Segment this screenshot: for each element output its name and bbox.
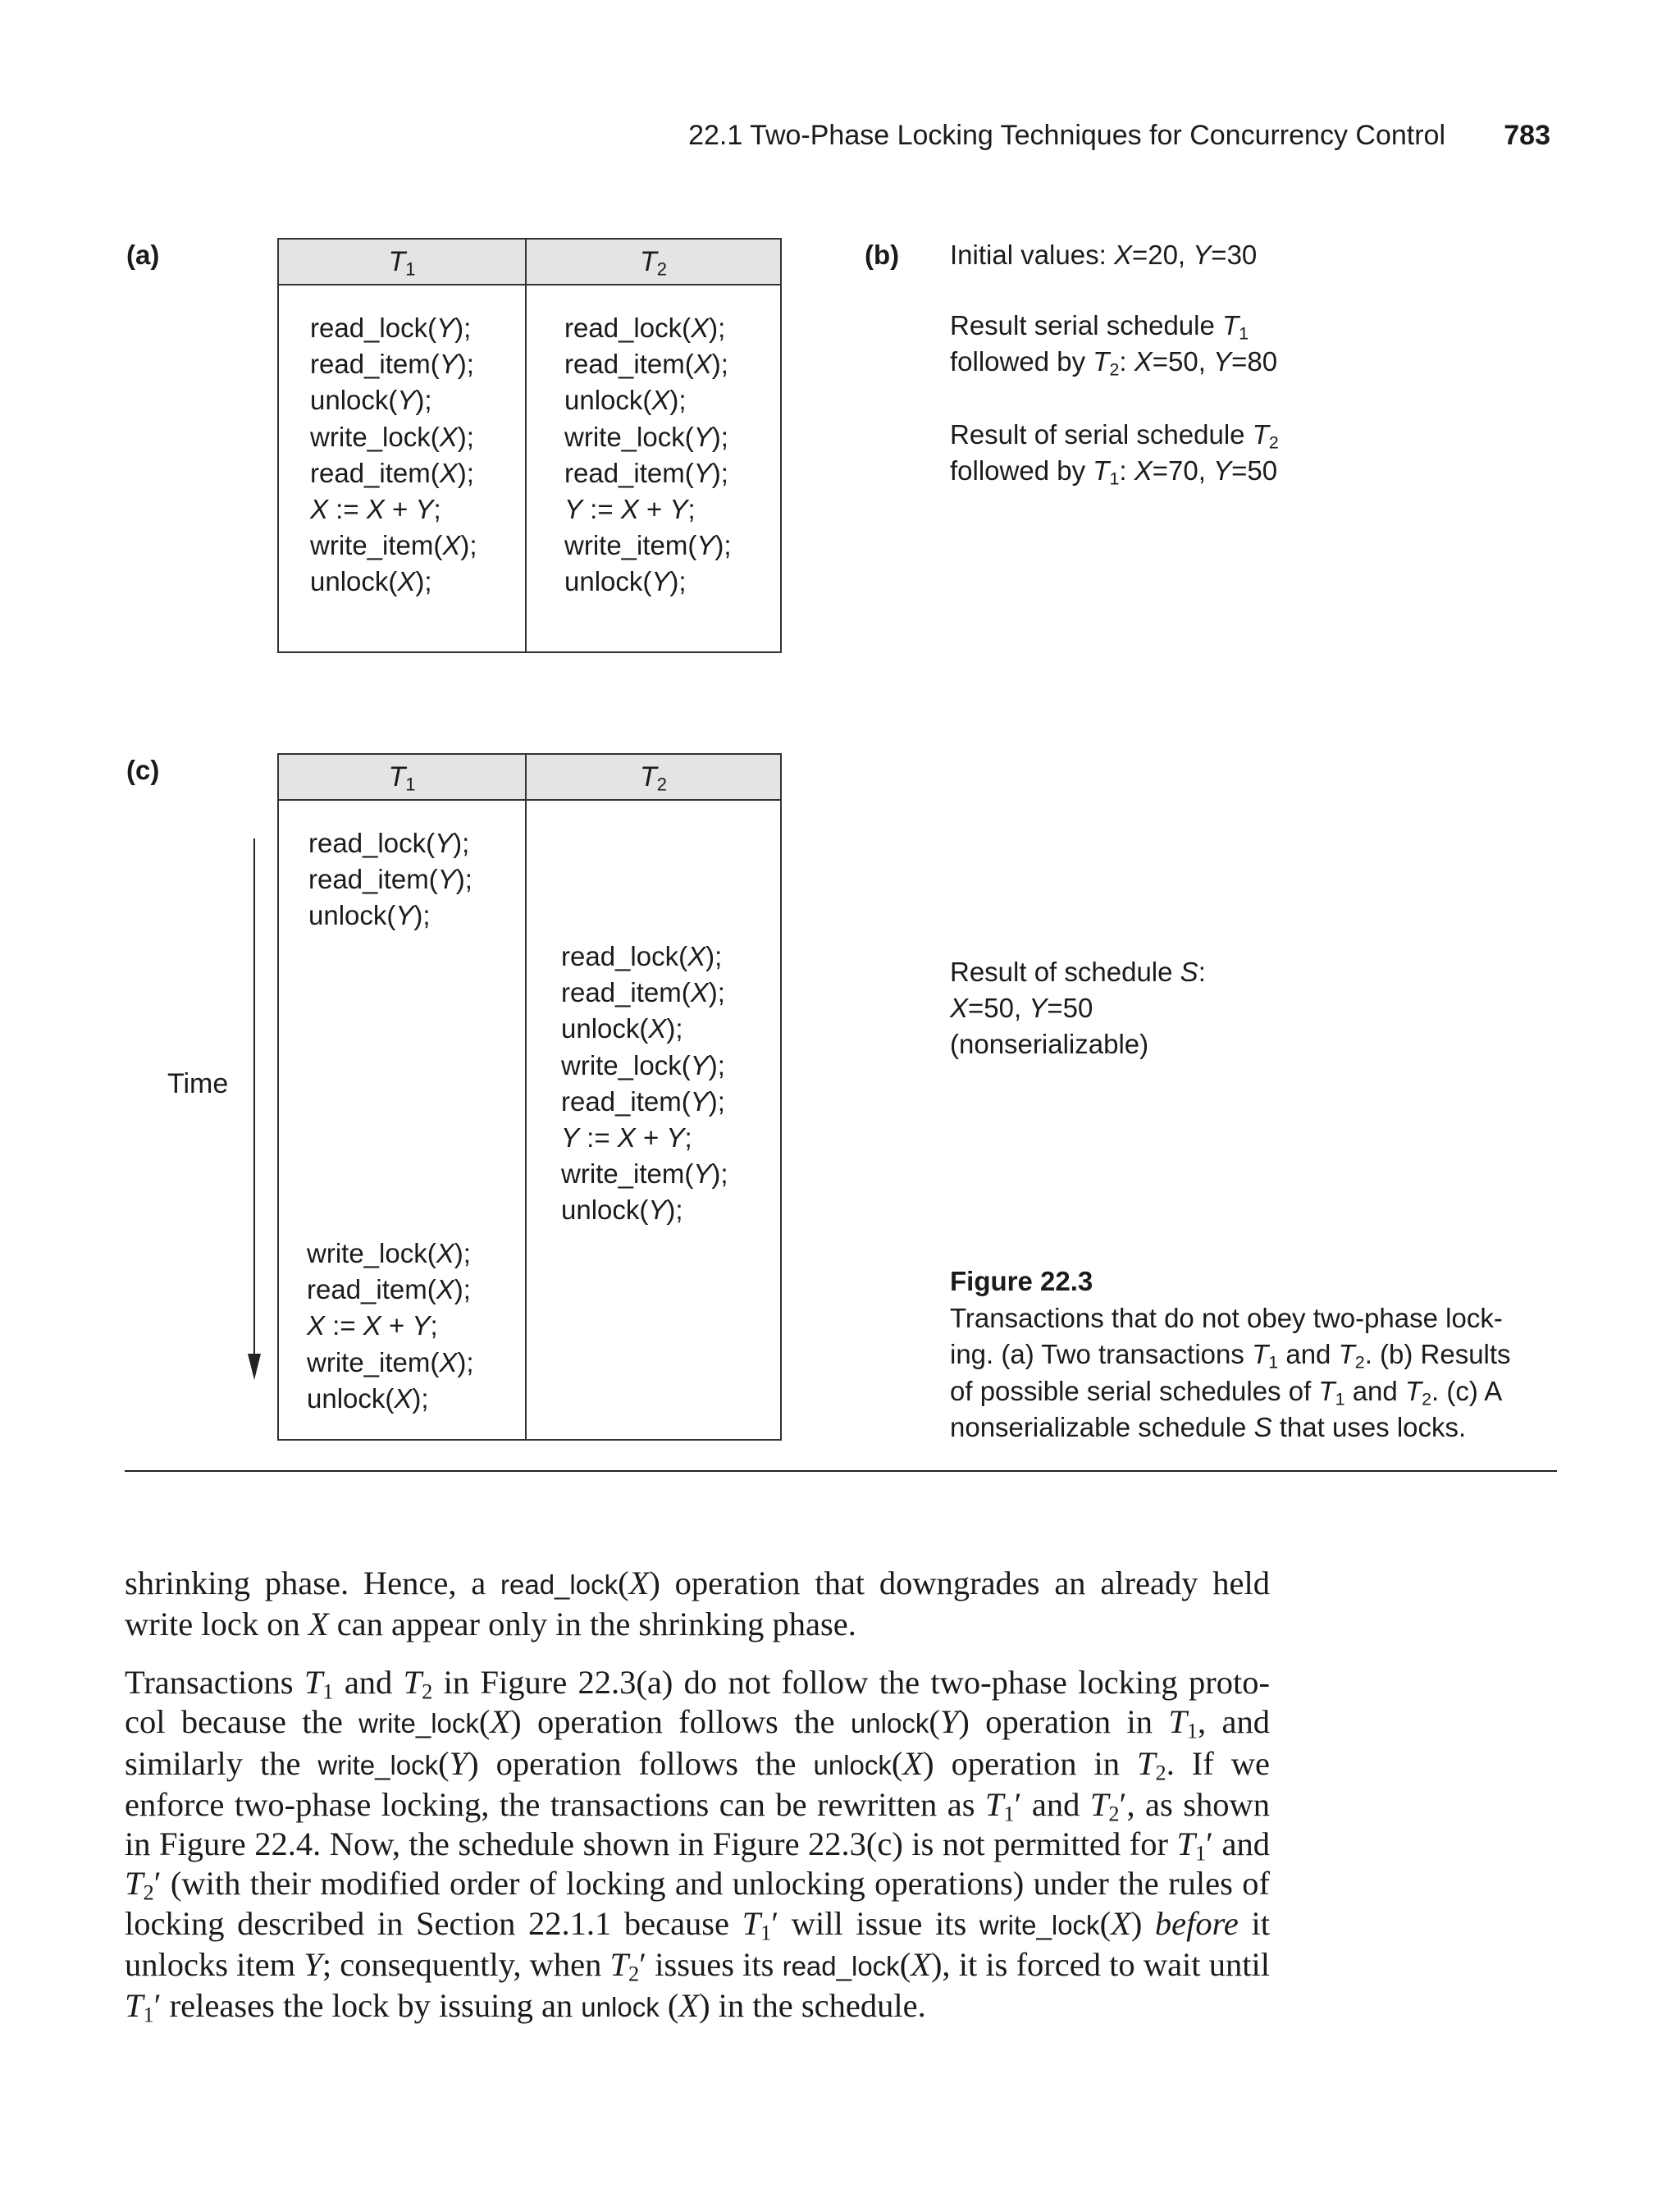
panel-c-t1-top-code — [308, 825, 472, 934]
code-line: read_item(X); — [561, 977, 725, 1008]
serial-result-t2-t1: Result of serial schedule $T_2$ followed by $T_1$: X=70, Y=50 — [950, 419, 1279, 489]
code-line: read_item(X); — [564, 349, 728, 380]
figure-title: Figure 22.3 — [950, 1266, 1093, 1296]
code-line: write_lock(Y); — [564, 421, 728, 452]
code-line: read_lock(X); — [564, 313, 726, 343]
panel-a-table — [277, 238, 782, 653]
code-line: X := X + Y; — [307, 1310, 438, 1341]
code-line: unlock(Y); — [564, 566, 687, 597]
page-number: 783 — [1504, 120, 1550, 151]
panel-c-t2-cell — [526, 800, 781, 1440]
code-line: write_item(X); — [307, 1346, 474, 1377]
code-line: read_item(Y); — [310, 349, 474, 380]
panel-c-table — [277, 753, 782, 1441]
code-line: unlock(Y); — [308, 900, 431, 931]
code-line: read_item(Y); — [561, 1085, 725, 1117]
code-line: unlock(Y); — [561, 1195, 683, 1226]
code-line: Y := X + Y; — [561, 1122, 692, 1154]
code-line: unlock(Y); — [310, 385, 432, 416]
code-line: write_lock(X); — [310, 421, 474, 452]
panel-c-t2-header: $T_2$ — [526, 754, 781, 800]
panel-a-t1-header: $T_1$ — [278, 239, 526, 285]
code-line: unlock(X); — [310, 566, 432, 597]
initial-values: Initial values: X=20, Y=30 — [950, 240, 1258, 270]
time-arrow-icon — [246, 838, 262, 1380]
body-paragraph-1: shrinking phase. Hence, a read_lock(X) operation that downgrades an already held write lock on X can appear only in the shrinking phase. — [125, 1565, 1270, 1643]
code-line: read_item(X); — [310, 457, 474, 488]
code-line: write_item(Y); — [564, 530, 732, 561]
panel-c-label: (c) — [126, 755, 160, 785]
code-line: read_item(Y); — [564, 457, 728, 488]
code-line: X := X + Y; — [310, 494, 441, 525]
code-line: read_item(Y); — [308, 864, 472, 895]
code-line: read_lock(X); — [561, 941, 723, 971]
code-line: Y := X + Y; — [564, 494, 696, 525]
panel-a-t2-cell — [526, 285, 781, 652]
panel-b-label: (b) — [865, 240, 900, 270]
panel-c-t1-cell — [278, 800, 526, 1440]
panel-a-label: (a) — [126, 240, 160, 270]
figure-caption-text: Transactions that do not obey two-phase lock- ing. (a) Two transactions $T_1$ and $T_2$. (b) Results of possible serial schedules of $T_1$ and $T_2$. (c) A nonserializable schedule S that uses locks. — [950, 1302, 1511, 1442]
code-line: read_lock(Y); — [308, 828, 470, 858]
code-line: write_item(X); — [310, 530, 477, 561]
panel-a-t2-code — [564, 310, 732, 601]
code-line: unlock(X); — [307, 1382, 429, 1414]
code-line: write_lock(Y); — [561, 1049, 725, 1080]
code-line: write_item(Y); — [561, 1158, 728, 1190]
panel-c-t1-header: $T_1$ — [278, 754, 526, 800]
body-paragraph-2: Transactions $T_1$ and $T_2$ in Figure 22.3(a) do not follow the two-phase locking proto-col because the write_lock(X) operation follows the unlock(Y) operation in $T_1$, and similarly the write_lock(Y) operation follows the unlock(X) operation in $T_2$. If we enforce two-phase locking, the transactions can be rewritten as $T_1'$ and $T_2'$, as shown in Figure 22.4. Now, the schedule shown in Figure 22.3(c) is not permitted for $T_1'$ and $T_2'$ (with their modified order of locking and unlocking operations) under the rules of locking described in Section 22.1.1 because $T_1'$ will issue its write_lock(X) before it unlocks item Y; consequently, when $T_2'$ issues its read_lock(X), it is forced to wait until $T_1'$ releases the lock by issuing an unlock (X) in the schedule. — [125, 1664, 1270, 2027]
panel-a-t1-cell — [278, 285, 526, 652]
code-line: write_lock(X); — [307, 1238, 471, 1268]
serial-result-t1-t2: Result serial schedule $T_1$ followed by $T_2$: X=50, Y=80 — [950, 310, 1278, 380]
panel-a-t1-code — [310, 310, 477, 601]
code-line: read_item(X); — [307, 1274, 471, 1305]
time-label: Time — [167, 1068, 229, 1099]
running-title: 22.1 Two-Phase Locking Techniques for Concurrency Control — [688, 120, 1445, 151]
code-line: unlock(X); — [561, 1013, 683, 1044]
panel-c-t1-bottom-code — [307, 1236, 474, 1417]
panel-c-t2-code — [561, 939, 728, 1229]
figure-divider — [125, 1470, 1557, 1472]
code-line: read_lock(Y); — [310, 313, 472, 343]
code-line: unlock(X); — [564, 385, 687, 416]
schedule-s-result: Result of schedule S: X=50, Y=50 (nonserializable) — [950, 957, 1206, 1059]
panel-a-t2-header: $T_2$ — [526, 239, 781, 285]
figure-caption — [950, 1263, 1541, 1446]
